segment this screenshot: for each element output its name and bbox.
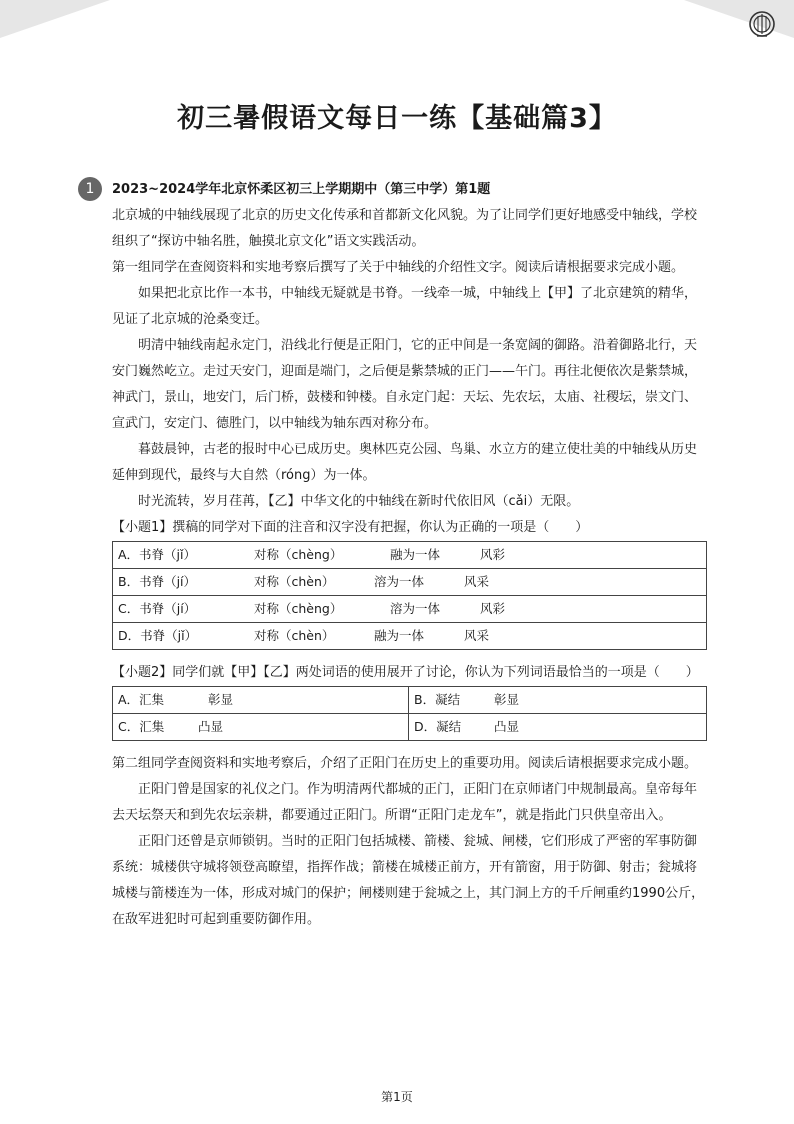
option-word: 彰显 xyxy=(208,692,234,707)
option-word: 风采 xyxy=(464,574,490,589)
document-title: 初三暑假语文每日一练【基础篇3】 xyxy=(177,103,617,134)
subquestion-1-stem: 【小题1】撰稿的同学对下面的注音和汉字没有把握，你认为正确的一项是（ ） xyxy=(112,520,589,535)
option-pinyin: 对称（chèng） xyxy=(254,547,343,562)
passage-paragraph: 暮鼓晨钟，古老的报时中心已成历史。奥林匹克公园、鸟巢、水立方的建立使壮美的中轴线从历史延伸到现代，最终与大自然（róng）为一体。 xyxy=(112,442,698,483)
passage-paragraph: 明清中轴线南起永定门，沿线北行便是正阳门，它的正中间是一条宽阔的御路。沿着御路北行，天安门巍然屹立。走过天安门，迎面是端门，之后便是紫禁城的正门——午门。再往北便依次是紫禁城，神武门，景山，地安门，后门桥，鼓楼和钟楼。自永定门起：天坛、先农坛，太庙、社稷坛，崇文门、宣武门，安定门、德胜门，以中轴线为轴东西对称分布。 xyxy=(112,338,698,431)
option-pinyin: A．书脊（jǐ） xyxy=(118,547,196,562)
option-cell[interactable] xyxy=(409,714,707,741)
option-word: 凸显 xyxy=(198,719,224,734)
intro-paragraph: 北京城的中轴线展现了北京的历史文化传承和首都新文化风貌。为了让同学们更好地感受中轴线，学校组织了“探访中轴名胜，触摸北京文化”语文实践活动。 xyxy=(112,208,698,249)
option-word: B．凝结 xyxy=(414,692,461,707)
option-word: C．汇集 xyxy=(118,719,165,734)
passage-paragraph: 如果把北京比作一本书，中轴线无疑就是书脊。一线牵一城，中轴线上【甲】了北京建筑的精华，见证了北京城的沧桑变迁。 xyxy=(112,286,698,327)
option-cell[interactable] xyxy=(409,687,707,714)
option-pinyin: 对称（chèn） xyxy=(254,628,335,643)
option-word: 凸显 xyxy=(494,719,520,734)
question-content xyxy=(112,203,708,933)
option-word: 风彩 xyxy=(480,601,506,616)
header-corner-right xyxy=(684,0,794,38)
header-corner-left xyxy=(0,0,110,38)
intro-paragraph-2: 第二组同学查阅资料和实地考察后，介绍了正阳门在历史上的重要功用。阅读后请根据要求完成小题。 xyxy=(112,756,698,771)
passage-paragraph: 正阳门还曾是京师锁钥。当时的正阳门包括城楼、箭楼、瓮城、闸楼，它们形成了严密的军事防御系统：城楼供守城将领登高瞭望，指挥作战；箭楼在城楼正前方，开有箭窗，用于防御、射击；瓮城将城楼与箭楼连为一体，形成对城门的保护；闸楼则建于瓮城之上，其门洞上方的千斤闸重约1990公斤，在敌军进犯时可起到重要防御作用。 xyxy=(112,834,705,927)
question-source: 2023~2024学年北京怀柔区初三上学期期中（第三中学）第1题 xyxy=(112,182,491,197)
page-number: 第1页 xyxy=(381,1090,413,1104)
option-word: 融为一体 xyxy=(390,547,441,562)
option-word: 溶为一体 xyxy=(390,601,441,616)
option-word: 风彩 xyxy=(480,547,506,562)
subquestion-1-options xyxy=(112,541,707,650)
option-word: A．汇集 xyxy=(118,692,165,707)
option-cell[interactable] xyxy=(113,687,409,714)
passage-paragraph: 时光流转，岁月荏苒，【乙】中华文化的中轴线在新时代依旧风（cǎi）无限。 xyxy=(138,494,580,509)
option-row[interactable] xyxy=(113,542,707,569)
option-pinyin: 对称（chèn） xyxy=(254,574,335,589)
option-cell[interactable] xyxy=(113,714,409,741)
option-row[interactable] xyxy=(113,569,707,596)
option-row[interactable] xyxy=(113,623,707,650)
option-pinyin: C．书脊（jí） xyxy=(118,601,197,616)
subquestion-2-options xyxy=(112,686,707,741)
option-word: D．凝结 xyxy=(414,719,462,734)
option-row[interactable] xyxy=(113,596,707,623)
option-row xyxy=(113,714,707,741)
question-number-badge: 1 xyxy=(78,177,102,201)
option-pinyin: B．书脊（jí） xyxy=(118,574,197,589)
lantern-logo-icon xyxy=(748,10,776,38)
option-word: 溶为一体 xyxy=(374,574,425,589)
passage-paragraph: 正阳门曾是国家的礼仪之门。作为明清两代都城的正门，正阳门在京师诸门中规制最高。皇帝每年去天坛祭天和到先农坛亲耕，都要通过正阳门。所谓“正阳门走龙车”，就是指此门只供皇帝出入。 xyxy=(112,782,698,823)
option-pinyin: 对称（chèng） xyxy=(254,601,343,616)
intro-paragraph: 第一组同学在查阅资料和实地考察后撰写了关于中轴线的介绍性文字。阅读后请根据要求完成小题。 xyxy=(112,260,685,275)
option-word: 融为一体 xyxy=(374,628,425,643)
option-word: 彰显 xyxy=(494,692,520,707)
option-word: 风采 xyxy=(464,628,490,643)
subquestion-2-stem: 【小题2】同学们就【甲】【乙】两处词语的使用展开了讨论，你认为下列词语最恰当的一项是（ ） xyxy=(112,665,699,680)
option-row xyxy=(113,687,707,714)
option-pinyin: D．书脊（jǐ） xyxy=(118,628,198,643)
